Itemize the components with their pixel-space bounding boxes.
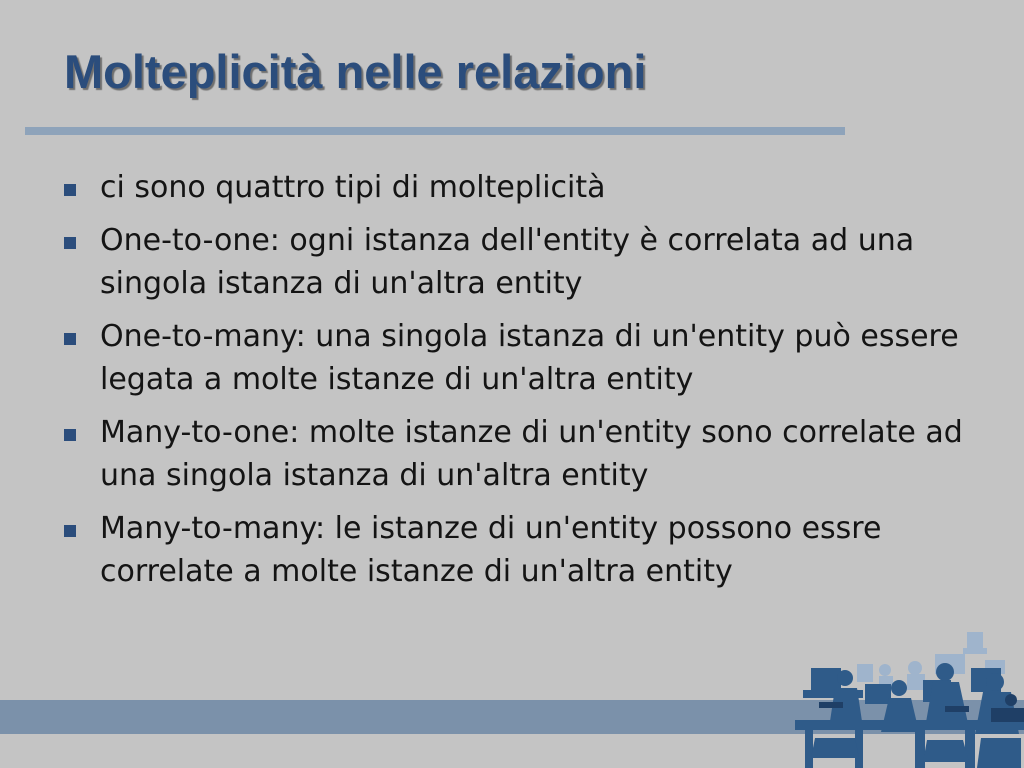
bullet-item	[64, 166, 964, 209]
title-underline-rule	[25, 127, 845, 135]
bullet-item	[64, 315, 964, 401]
bullet-item	[64, 219, 964, 305]
square-bullet-icon	[64, 184, 76, 196]
bullet-item	[64, 411, 964, 497]
bullet-text: Many-to-one: molte istanze di un'entity sono correlate ad una singola istanza di un'altra entity	[100, 415, 963, 493]
bullet-text: Many-to-many: le istanze di un'entity possono essre correlate a molte istanze di un'altra entity	[100, 511, 882, 589]
bullet-list	[64, 166, 964, 603]
slide-title: Molteplicità nelle relazioni	[64, 45, 647, 98]
square-bullet-icon	[64, 237, 76, 249]
square-bullet-icon	[64, 429, 76, 441]
square-bullet-icon	[64, 525, 76, 537]
bullet-text: One-to-many: una singola istanza di un'entity può essere legata a molte istanze di un'altra entity	[100, 319, 959, 397]
bullet-text: One-to-one: ogni istanza dell'entity è correlata ad una singola istanza di un'altra entity	[100, 223, 915, 301]
bullet-text: ci sono quattro tipi di molteplicità	[100, 170, 606, 205]
office-people-silhouette-icon	[795, 628, 1024, 768]
bullet-item	[64, 507, 964, 593]
square-bullet-icon	[64, 333, 76, 345]
